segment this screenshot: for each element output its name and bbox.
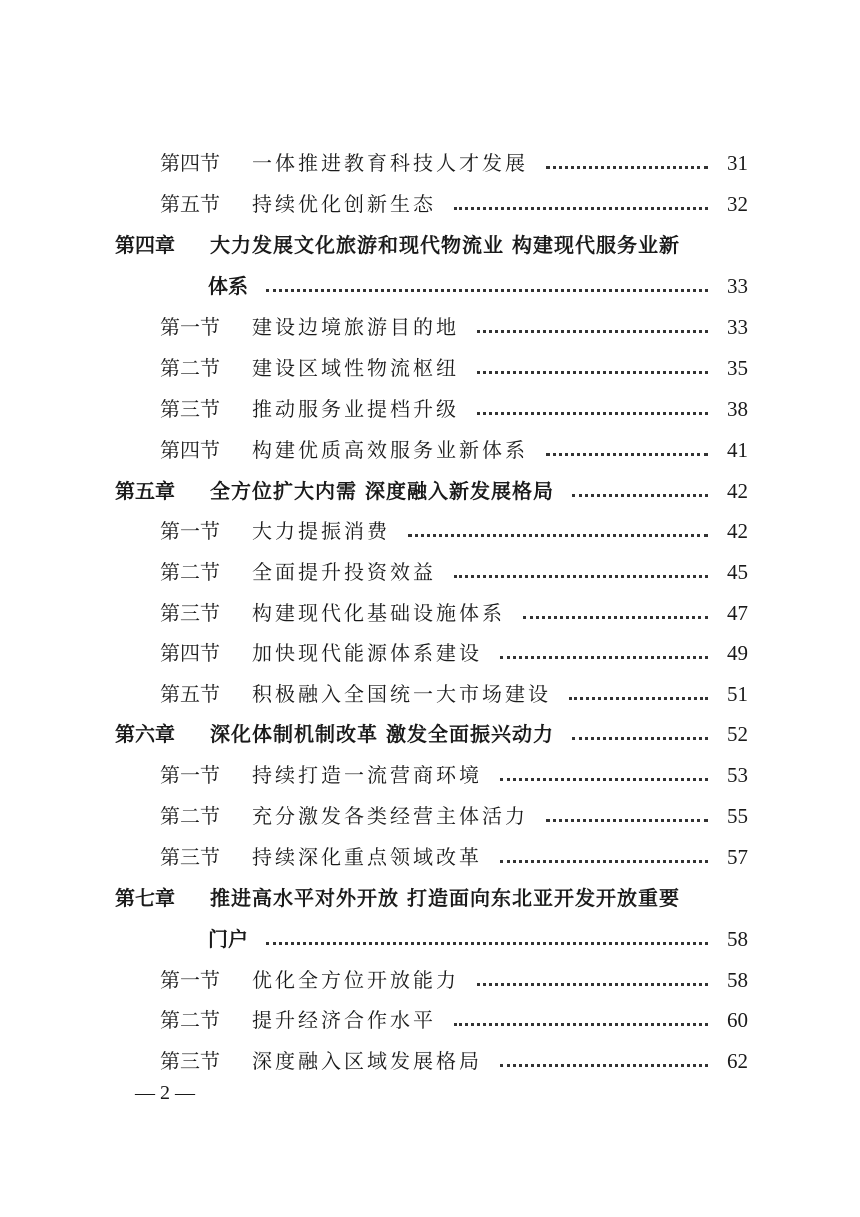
toc-entry-number: 第四节 [160, 438, 220, 462]
toc-section-entry[interactable] [160, 508, 748, 544]
toc-section-entry[interactable] [160, 304, 748, 340]
toc-entry-number: 第一节 [160, 315, 220, 339]
toc-section-entry[interactable] [160, 140, 748, 176]
toc-page-number: 42 [727, 479, 748, 503]
dot-leader [500, 778, 708, 781]
dot-leader [477, 983, 708, 986]
toc-page-number: 41 [727, 438, 748, 462]
toc-chapter-entry[interactable] [115, 711, 748, 747]
toc-entry-title: 持续深化重点领域改革 [252, 845, 482, 869]
toc-chapter-entry[interactable] [115, 468, 748, 504]
toc-entry-title: 全方位扩大内需 深度融入新发展格局 [210, 479, 554, 503]
toc-section-entry[interactable] [160, 834, 748, 870]
dot-leader [546, 453, 708, 456]
toc-page-number: 58 [727, 927, 748, 951]
toc-entry-title: 推进高水平对外开放 打造面向东北亚开发开放重要 [210, 886, 680, 910]
toc-entry-number: 第三节 [160, 397, 220, 421]
toc-section-entry[interactable] [160, 997, 748, 1033]
toc-page-number: 38 [727, 397, 748, 421]
dot-leader [572, 737, 708, 740]
dot-leader [266, 289, 708, 292]
toc-entry-title: 持续优化创新生态 [252, 192, 436, 216]
toc-page-number: 53 [727, 763, 748, 787]
toc-page-number: 45 [727, 560, 748, 584]
dot-leader [546, 819, 708, 822]
toc-page-number: 31 [727, 151, 748, 175]
toc-entry-number: 第三节 [160, 845, 220, 869]
toc-chapter-entry[interactable] [115, 875, 748, 911]
toc-entry-number: 第二节 [160, 1008, 220, 1032]
toc-entry-number: 第六章 [115, 722, 175, 746]
toc-page-number: 57 [727, 845, 748, 869]
toc-page-number: 33 [727, 274, 748, 298]
toc-section-entry[interactable] [160, 957, 748, 993]
toc-entry-number: 第一节 [160, 968, 220, 992]
toc-entry-title: 充分激发各类经营主体活力 [252, 804, 528, 828]
dot-leader [477, 371, 708, 374]
toc-section-entry[interactable] [160, 549, 748, 585]
toc-entry-number: 第二节 [160, 356, 220, 380]
toc-entry-number: 第一节 [160, 519, 220, 543]
toc-chapter-entry[interactable] [115, 222, 748, 258]
dot-leader [546, 166, 708, 169]
toc-entry-number: 第三节 [160, 601, 220, 625]
page-number-footer: — 2 — [135, 1082, 195, 1104]
toc-page-number: 32 [727, 192, 748, 216]
dot-leader [454, 207, 708, 210]
toc-entry-title: 大力提振消费 [252, 519, 390, 543]
toc-entry-number: 第三节 [160, 1049, 220, 1073]
toc-section-entry[interactable] [160, 1038, 748, 1074]
toc-page-number: 49 [727, 641, 748, 665]
toc-entry-number: 第二节 [160, 804, 220, 828]
toc-section-entry[interactable] [160, 181, 748, 217]
dot-leader [454, 575, 708, 578]
toc-entry-title: 优化全方位开放能力 [252, 968, 459, 992]
dot-leader [408, 534, 708, 537]
toc-entry-title: 建设边境旅游目的地 [252, 315, 459, 339]
toc-entry-title: 门户 [208, 927, 248, 951]
toc-entry-title: 构建现代化基础设施体系 [252, 601, 505, 625]
toc-section-entry[interactable] [160, 630, 748, 666]
toc-entry-title: 深化体制机制改革 激发全面振兴动力 [210, 722, 554, 746]
dot-leader [477, 330, 708, 333]
toc-entry-title: 深度融入区域发展格局 [252, 1049, 482, 1073]
toc-page-number: 51 [727, 682, 748, 706]
toc-entry-number: 第五节 [160, 192, 220, 216]
toc-page-number: 58 [727, 968, 748, 992]
toc-section-entry[interactable] [160, 671, 748, 707]
dot-leader [569, 697, 708, 700]
toc-section-entry[interactable] [160, 793, 748, 829]
toc-page-number: 42 [727, 519, 748, 543]
toc-page-number: 35 [727, 356, 748, 380]
dot-leader [266, 942, 708, 945]
toc-page-number: 47 [727, 601, 748, 625]
toc-entry-title: 全面提升投资效益 [252, 560, 436, 584]
toc-chapter-continuation[interactable] [208, 916, 748, 952]
toc-page-number: 33 [727, 315, 748, 339]
toc-entry-number: 第四章 [115, 233, 175, 257]
toc-page-number: 55 [727, 804, 748, 828]
toc-entry-title: 大力发展文化旅游和现代物流业 构建现代服务业新 [210, 233, 680, 257]
toc-entry-title: 建设区域性物流枢纽 [252, 356, 459, 380]
toc-entry-title: 加快现代能源体系建设 [252, 641, 482, 665]
toc-section-entry[interactable] [160, 345, 748, 381]
dot-leader [500, 860, 708, 863]
toc-section-entry[interactable] [160, 590, 748, 626]
toc-entry-number: 第四节 [160, 641, 220, 665]
toc-chapter-continuation[interactable] [208, 263, 748, 299]
toc-entry-number: 第七章 [115, 886, 175, 910]
toc-page-number: 62 [727, 1049, 748, 1073]
toc-entry-title: 体系 [208, 274, 248, 298]
toc-section-entry[interactable] [160, 386, 748, 422]
toc-page-number: 52 [727, 722, 748, 746]
toc-entry-number: 第四节 [160, 151, 220, 175]
toc-entry-title: 构建优质高效服务业新体系 [252, 438, 528, 462]
dot-leader [523, 616, 708, 619]
toc-entry-title: 持续打造一流营商环境 [252, 763, 482, 787]
toc-entry-title: 积极融入全国统一大市场建设 [252, 682, 551, 706]
dot-leader [454, 1023, 708, 1026]
toc-page-number: 60 [727, 1008, 748, 1032]
toc-entry-number: 第二节 [160, 560, 220, 584]
toc-entry-title: 推动服务业提档升级 [252, 397, 459, 421]
dot-leader [477, 412, 708, 415]
toc-entry-number: 第一节 [160, 763, 220, 787]
toc-entry-number: 第五章 [115, 479, 175, 503]
toc-entry-title: 提升经济合作水平 [252, 1008, 436, 1032]
toc-entry-number: 第五节 [160, 682, 220, 706]
dot-leader [572, 494, 708, 497]
toc-section-entry[interactable] [160, 752, 748, 788]
toc-entry-title: 一体推进教育科技人才发展 [252, 151, 528, 175]
dot-leader [500, 1064, 708, 1067]
toc-section-entry[interactable] [160, 427, 748, 463]
dot-leader [500, 656, 708, 659]
